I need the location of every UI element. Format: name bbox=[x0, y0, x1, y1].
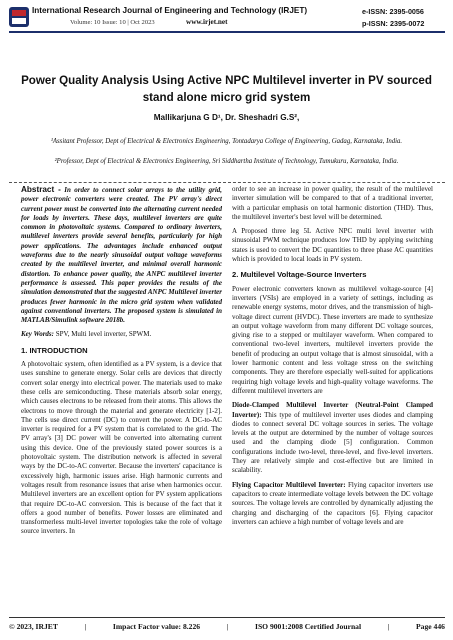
left-column bbox=[21, 185, 222, 542]
fcmli-label: Flying Capacitor Multilevel Inverter: bbox=[232, 480, 346, 489]
journal-title: International Research Journal of Engineering and Technology (IRJET) bbox=[32, 6, 308, 15]
abstract bbox=[21, 185, 222, 325]
volume-issue: Volume: 10 Issue: 10 | Oct 2023 bbox=[70, 19, 155, 26]
footer-separator: | bbox=[84, 622, 87, 631]
paper-authors: Mallikarjuna G D¹, Dr. Sheshadri G.S², bbox=[153, 113, 300, 122]
section-divider bbox=[9, 176, 445, 183]
keywords-label: Key Words: bbox=[21, 330, 54, 339]
right-column bbox=[232, 185, 433, 532]
p-issn: p-ISSN: 2395-0072 bbox=[362, 19, 425, 28]
affiliation-2: ²Professor, Dept of Electrical & Electronics Engineering, Sri Siddhartha Institute of Technology, Tumukuru, Karnataka, India. bbox=[54, 158, 399, 165]
footer-impact-factor: Impact Factor value: 8.226 bbox=[112, 622, 201, 631]
footer-separator: | bbox=[226, 622, 229, 631]
journal-website[interactable]: www.irjet.net bbox=[186, 18, 228, 26]
page-footer bbox=[9, 622, 445, 631]
paragraph-thd: order to see an increase in power quality, the result of the multilevel inverter simulation will be compared to that of a traditional inverter, with a particular emphasis on total harmonic distortion (THD). Thus, the multilevel inverter's best level will be determined. bbox=[232, 185, 433, 221]
header-rule bbox=[9, 31, 445, 33]
introduction-text: A photovoltaic system, often identified as a PV system, is a device that uses sunshine to generate energy. Solar cells are devices that directly convert solar energy into electrical power. The materials used to make these cells are semiconducting. These materials absorb solar energy, which causes electrons to be released from their atoms. This allows the electrons to move through the material and generate electricity [1-2]. The cells use direct current (DC) to convert the power. A DC-to-AC inverter is required for a PV system that is correlated to the grid. The PV array's [3] DC power will be converted into alternating current using this device. One of the previously stated power sources is a photovoltaic system. The distribution network is affected in several ways by the DC-to-AC converter. Because the inverters' capacitance is excessively high, harmonic issues arise. High harmonic currents and voltages result from resonance issues that arise when harmonics occur. Multilevel inverters are an excellent option for PV system applications that require DC-to-AC conversion. This is because of the fact that it offers a good number of benefits. Power losses are eliminated and transformerless multi-level inverter topologies take the role of voltage source inverters. In bbox=[21, 360, 222, 536]
paper-title: Power Quality Analysis Using Active NPC Multilevel inverter in PV sourced stand alone micro grid system bbox=[21, 74, 432, 104]
dcmli-label: Diode-Clamped Multilevel Inverter (Neutral-Point Clamped Inverter): bbox=[232, 401, 433, 419]
keywords-text: SPV, Multi level inverter, SPWM. bbox=[55, 330, 152, 339]
keywords bbox=[21, 330, 222, 339]
paragraph-dcmli bbox=[232, 401, 433, 475]
abstract-label: Abstract - bbox=[21, 185, 61, 194]
fcmli-text: Flying capacitor inverters use capacitors to create intermediate voltage levels between the DC voltage sources. The voltage levels are controlled by dynamically adjusting the charging and discharging of the capacitors [6]. Flying capacitor inverters can achieve a high number of voltage levels and are bbox=[232, 480, 433, 526]
paragraph-proposed: A Proposed three leg 5L Active NPC multi level inverter with sinusoidal PWM technique produces low THD by applying switching states is used to convert the DC quantities to three phase AC quantities which is provided to local loads in PV system. bbox=[232, 227, 433, 264]
paragraph-mlvsi: Power electronic converters known as multilevel voltage-source [4] inverters (VSIs) are employed in a variety of settings, including as renewable energy systems, motor drives, and the transmission of high-voltage direct current (HVDC). These inverters are made to synthesize an output voltage waveform from many different DC voltage sources, giving rise to a stepped or multilayer waveform. When compared to conventional two-level inverters, multilevel inverters provide the benefit of producing an output voltage that is almost sinusoidal, with a lower harmonic content and less voltage stress on the switching components. They are therefore especially well-suited for applications requiring high voltage levels and high-quality voltage waveforms. The different multilevel inverters are bbox=[232, 284, 433, 395]
abstract-text: In order to connect solar arrays to the utility grid, power electronic converters were created. The PV array's direct current power must be converted into the alternating current needed for loads by inverters. These days, multilevel inverters are quite common in photovoltaic systems. Compared to ordinary inverters, multilevel inverters provide several benefits, particularly for high power applications. The advantages include enhanced output waveforms due to the nearly sinusoidal output voltage waveforms created by the multilevel inverter, and minimal overall harmonic distortion. To enhance power quality, the ANPC multilevel inverter performance is assessed. This paper provides the results of the simulation demonstrated that the suggested ANPC Multilevel inverter produces fewer harmonic in the micro grid system when validated against conventional inverters. The proposed system is simulated in MATLAB/Simulink software 2018b. bbox=[21, 186, 223, 325]
footer-page-number: Page 446 bbox=[416, 622, 445, 631]
footer-separator: | bbox=[387, 622, 390, 631]
irjet-logo bbox=[9, 7, 29, 27]
footer-iso: ISO 9001:2008 Certified Journal bbox=[254, 622, 362, 631]
footer-copyright: © 2023, IRJET bbox=[9, 622, 58, 631]
paragraph-fcmli bbox=[232, 481, 433, 527]
e-issn: e-ISSN: 2395-0056 bbox=[362, 7, 424, 16]
footer-rule bbox=[9, 617, 445, 618]
affiliation-1: ¹Assitant Professor, Dept of Electrical & Electronics Engineering, Tontadarya College of Engineering, Gadag, Karnataka, India. bbox=[50, 138, 403, 145]
journal-header bbox=[0, 0, 453, 34]
dcmli-text: This type of multilevel inverter uses diodes and clamping diodes to connect several DC voltage sources in series. The voltage levels at the output are determined by the number of voltage sources used and the clamping diode [5] configuration. Common configurations include two-level, three-level, and five-level inverters. They are relatively simple and cost-effective but are limited in scalability. bbox=[232, 410, 433, 475]
section-heading-introduction: 1. INTRODUCTION bbox=[21, 345, 88, 355]
section-heading-mlvsi: 2. Multilevel Voltage-Source Inverters bbox=[232, 270, 367, 280]
